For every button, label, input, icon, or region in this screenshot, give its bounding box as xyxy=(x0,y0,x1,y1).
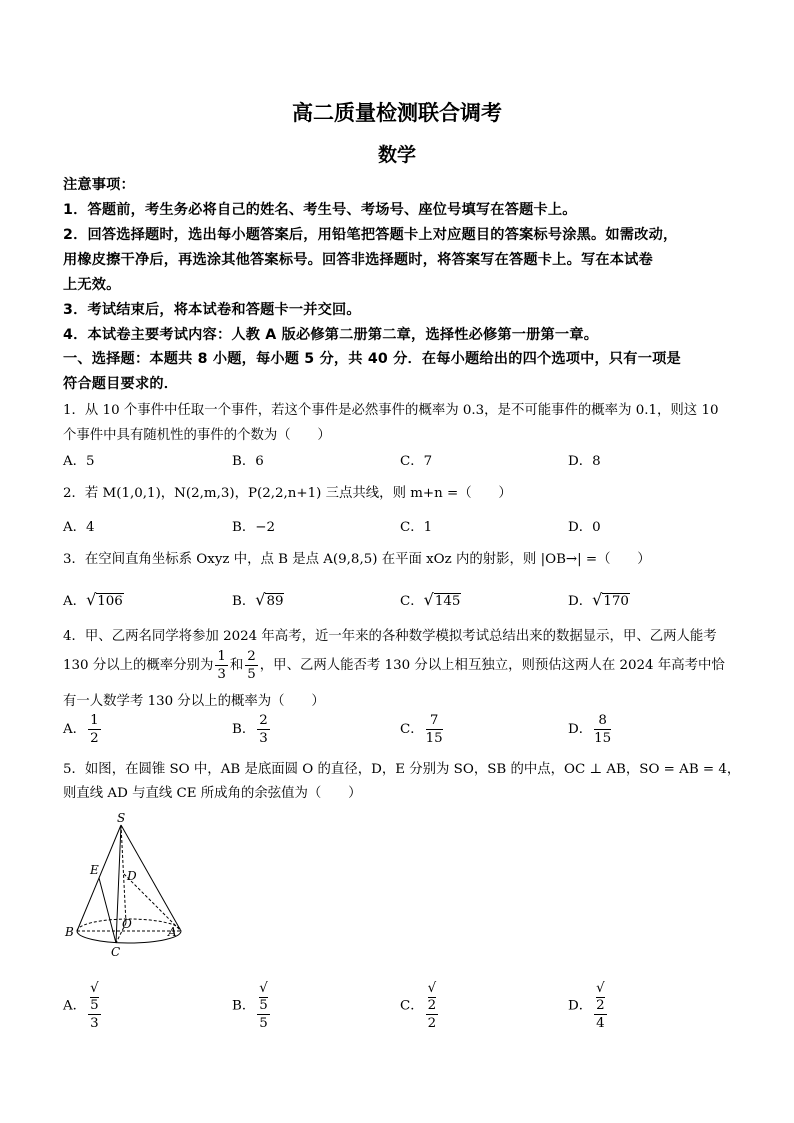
q4-option-a: A． $\frac{1}{2}$ xyxy=(63,713,99,746)
q1-option-b: B．6 xyxy=(232,454,264,469)
q4-line-2: 130 分以上的概率分别为 $\frac{1}{3}$ 和 $\frac{2}{5}$ ，甲、乙两人能否考 130 分以上相互独立，则预估这两人在 2024 年高考中恰 xyxy=(63,649,725,682)
q5-line-2: 则直线 AD 与直线 CE 所成角的余弦值为（ ） xyxy=(63,786,362,801)
q5-option-b: B． √ 5 5 xyxy=(232,981,268,1031)
q3-option-d: D．√170 xyxy=(568,590,629,609)
q3-option-c: C．√145 xyxy=(400,590,461,609)
q1-option-a: A．5 xyxy=(63,454,95,469)
cone-label-c: C xyxy=(111,945,121,959)
q5-option-c: C． √ 2 2 xyxy=(400,981,437,1031)
q5-option-d: D． √ 2 4 xyxy=(568,981,605,1031)
q5-line-1: 5．如图，在圆锥 SO 中，AB 是底面圆 O 的直径，D，E 分别为 SO，SB 的中点，OC ⊥ AB，SO = AB = 4， xyxy=(63,762,741,777)
q4-line-3: 有一人数学考 130 分以上的概率为（ ） xyxy=(63,694,325,709)
cone-label-d: D xyxy=(127,869,137,883)
cone-label-o: O xyxy=(122,917,132,931)
note-2-line-2: 用橡皮擦干净后，再选涂其他答案标号。回答非选择题时，将答案写在答题卡上。写在本试卷 xyxy=(63,252,653,268)
q1-option-c: C．7 xyxy=(400,454,433,469)
q2-option-c: C．1 xyxy=(400,520,433,535)
note-4: 4．本试卷主要考试内容：人教 A 版必修第二册第二章，选择性必修第一册第一章。 xyxy=(63,327,599,343)
cone-label-s: S xyxy=(117,811,126,825)
cone-label-e: E xyxy=(90,863,99,877)
q2-option-a: A．4 xyxy=(63,520,95,535)
cone-figure xyxy=(60,810,190,960)
section-1-line-1: 一、选择题：本题共 8 小题，每小题 5 分，共 40 分．在每小题给出的四个选项中，只有一项是 xyxy=(63,351,681,367)
note-2-line-3: 上无效。 xyxy=(63,277,121,293)
cone-label-b: B xyxy=(65,925,74,939)
q3-stem: 3．在空间直角坐标系 Oxyz 中，点 B 是点 A(9,8,5) 在平面 xOz 内的射影，则 |OB→| =（ ） xyxy=(63,552,651,567)
q2-option-b: B．−2 xyxy=(232,520,275,535)
q3-option-b: B．√89 xyxy=(232,590,284,609)
cone-label-a: A xyxy=(168,925,177,939)
q4-option-b: B． $\frac{2}{3}$ xyxy=(232,713,268,746)
q1-line-2: 个事件中具有随机性的事件的个数为（ ） xyxy=(63,428,331,443)
note-1: 1．答题前，考生务必将自己的姓名、考生号、考场号、座位号填写在答题卡上。 xyxy=(63,202,577,218)
q1-line-1: 1．从 10 个事件中任取一个事件，若这个事件是必然事件的概率为 0.3，是不可能事件的概率为 0.1，则这 10 xyxy=(63,403,719,418)
notes-heading: 注意事项： xyxy=(63,177,135,193)
note-2-line-1: 2．回答选择题时，选出每小题答案后，用铅笔把答题卡上对应题目的答案标号涂黑。如需改动， xyxy=(63,227,678,243)
q4-prob-1: $\frac{1}{3}$ xyxy=(217,649,226,682)
q4-option-d: D． $\frac{8}{15}$ xyxy=(568,713,612,746)
q5-option-a: A． √ 5 3 xyxy=(63,981,99,1031)
q4-option-c: C． $\frac{7}{15}$ xyxy=(400,713,443,746)
section-1-line-2: 符合题目要求的． xyxy=(63,376,179,392)
q3-option-a: A．√106 xyxy=(63,590,123,609)
note-3: 3．考试结束后，将本试卷和答题卡一并交回。 xyxy=(63,302,361,318)
q4-prob-2: $\frac{2}{5}$ xyxy=(247,649,256,682)
exam-subject: 数学 xyxy=(377,144,416,166)
q2-option-d: D．0 xyxy=(568,520,601,535)
q2-stem: 2．若 M(1,0,1)，N(2,m,3)，P(2,2,n+1) 三点共线，则 m+n =（ ） xyxy=(63,486,512,501)
q1-option-d: D．8 xyxy=(568,454,601,469)
q4-line-1: 4．甲、乙两名同学将参加 2024 年高考，近一年来的各种数学模拟考试总结出来的数据显示，甲、乙两人能考 xyxy=(63,629,717,644)
exam-title: 高二质量检测联合调考 xyxy=(292,101,502,125)
